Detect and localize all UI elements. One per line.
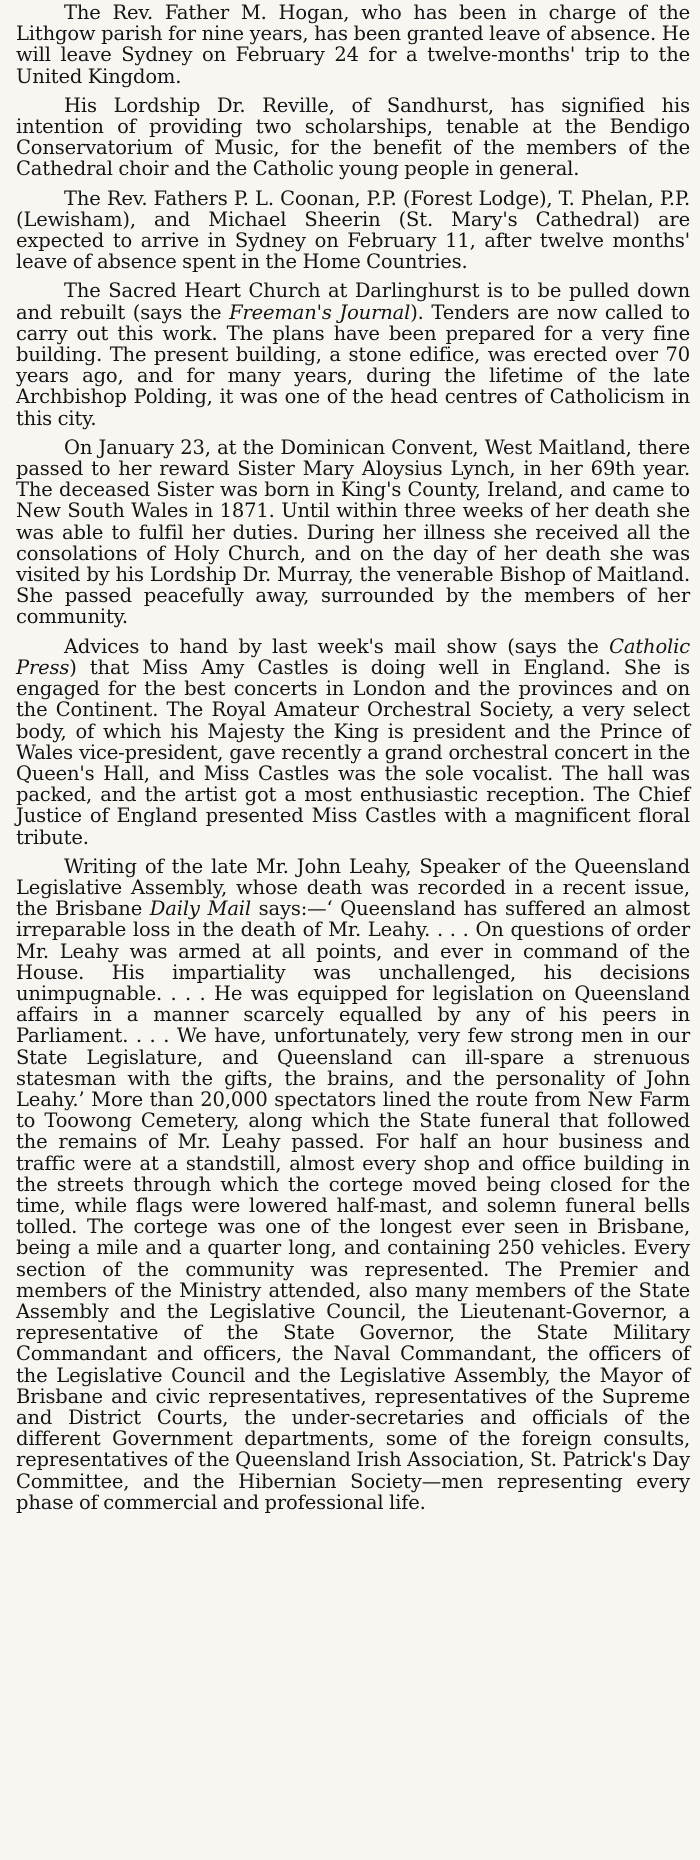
paragraph-text: says:—‘ Queensland has suffered an almost irreparable loss in the death of Mr. Leahy. . . . On questions of order Mr. Leahy was armed at all points, and ever in command of the House. His impartiality was unchallenged, his decisions unimpugnable. . . . He was equipped for legislation on Queensland affairs in a manner scarcely equalled by any of his peers in Parliament. . . . We have, unfortunately, very few strong men in our State Legislature, and Queensland can ill-spare a strenuous statesman with the gifts, the brains, and the personality of John Leahy.’ More than 20,000 spectators lined the route from New Farm to Toowong Cemetery, along which the State funeral that followed the remains of Mr. Leahy passed. For half an hour business and traffic were at a standstill, almost every shop and office building in the streets through which the cortege moved being closed for the time, while flags were lowered half-mast, and solemn funeral bells tolled. The cortege was one of the longest ever seen in Brisbane, being a mile and a quarter long, and containing 250 vehicles. Every section of the community was represented. The Premier and members of the Ministry attended, also many members of the State Assembly and the Legislative Council, the Lieutenant-Governor, a representative of the State Governor, the State Military Commandant and officers, the Naval Commandant, the officers of the Legislative Council and the Legislative Assembly, the Mayor of Brisbane and civic representatives, representatives of the Supreme and District Courts, the under-secretaries and officials of the different Government departments, some of the foreign consults, representatives of the Queensland Irish Association, St. Patrick's Day Committee, and the Hibernian Society—men representing every phase of commercial and professional life.	[16, 897, 690, 1514]
paragraph-text: On January 23, at the Dominican Convent, West Maitland, there passed to her reward Sister Mary Aloysius Lynch, in her 69th year. The deceased Sister was born in King's County, Ireland, and came to New South Wales in 1871. Until within three weeks of her death she was able to fulfil her duties. During her illness she received all the consolations of Holy Church, and on the day of her death she was visited by his Lordship Dr. Murray, the venerable Bishop of Maitland. She passed peacefully away, surrounded by the members of her community.	[16, 435, 690, 629]
news-paragraph	[16, 856, 690, 1513]
news-paragraph	[16, 280, 690, 428]
news-paragraph	[16, 188, 690, 273]
news-paragraph	[16, 437, 690, 628]
paragraph-text: The Sacred Heart Church at Darlinghurst is to be pulled down and rebuilt (says the	[16, 279, 690, 324]
paragraph-text: Writing of the late Mr. John Leahy, Speaker of the Queensland Legislative Assembly, whose death was recorded in a recent issue, the Brisbane	[16, 854, 690, 921]
publication-title: Catholic Press	[16, 634, 690, 679]
paragraph-text: The Rev. Father M. Hogan, who has been in charge of the Lithgow parish for nine years, has been granted leave of absence. He will leave Sydney on February 24 for a twelve-months' trip to the United Kingdom.	[16, 1, 690, 88]
paragraph-text: Advices to hand by last week's mail show (says the	[64, 634, 610, 658]
paragraph-text: The Rev. Fathers P. L. Coonan, P.P. (Forest Lodge), T. Phelan, P.P. (Lewisham), and Michael Sheerin (St. Mary's Cathedral) are expected to arrive in Sydney on February 11, after twelve months' leave of absence spent in the Home Countries.	[16, 186, 690, 274]
paragraph-text: His Lordship Dr. Reville, of Sandhurst, has signified his intention of providing two scholarships, tenable at the Bendigo Conservatorium of Music, for the benefit of the members of the Cathedral choir and the Catholic young people in general.	[16, 93, 690, 181]
publication-title: Freeman's Journal	[229, 300, 411, 324]
paragraph-text: ). Tenders are now called to carry out this work. The plans have been prepared for a very fine building. The present building, a stone edifice, was erected over 70 years ago, and for many years, during the lifetime of the late Archbishop Polding, it was one of the head centres of Catholicism in this city.	[16, 300, 691, 430]
news-paragraph	[16, 95, 690, 180]
publication-title: Daily Mail	[149, 897, 251, 921]
paragraph-text: ) that Miss Amy Castles is doing well in England. She is engaged for the best concerts in London and the provinces and on the Continent. The Royal Amateur Orchestral Society, a very select body, of which his Majesty the King is president and the Prince of Wales vice-president, gave recently a grand orchestral concert in the Queen's Hall, and Miss Castles was the sole vocalist. The hall was packed, and the artist got a most enthusiastic reception. The Chief Justice of England presented Miss Castles with a magnificent floral tribute.	[16, 655, 690, 849]
news-paragraph	[16, 2, 690, 87]
news-paragraph	[16, 636, 690, 848]
news-column	[16, 2, 690, 1521]
